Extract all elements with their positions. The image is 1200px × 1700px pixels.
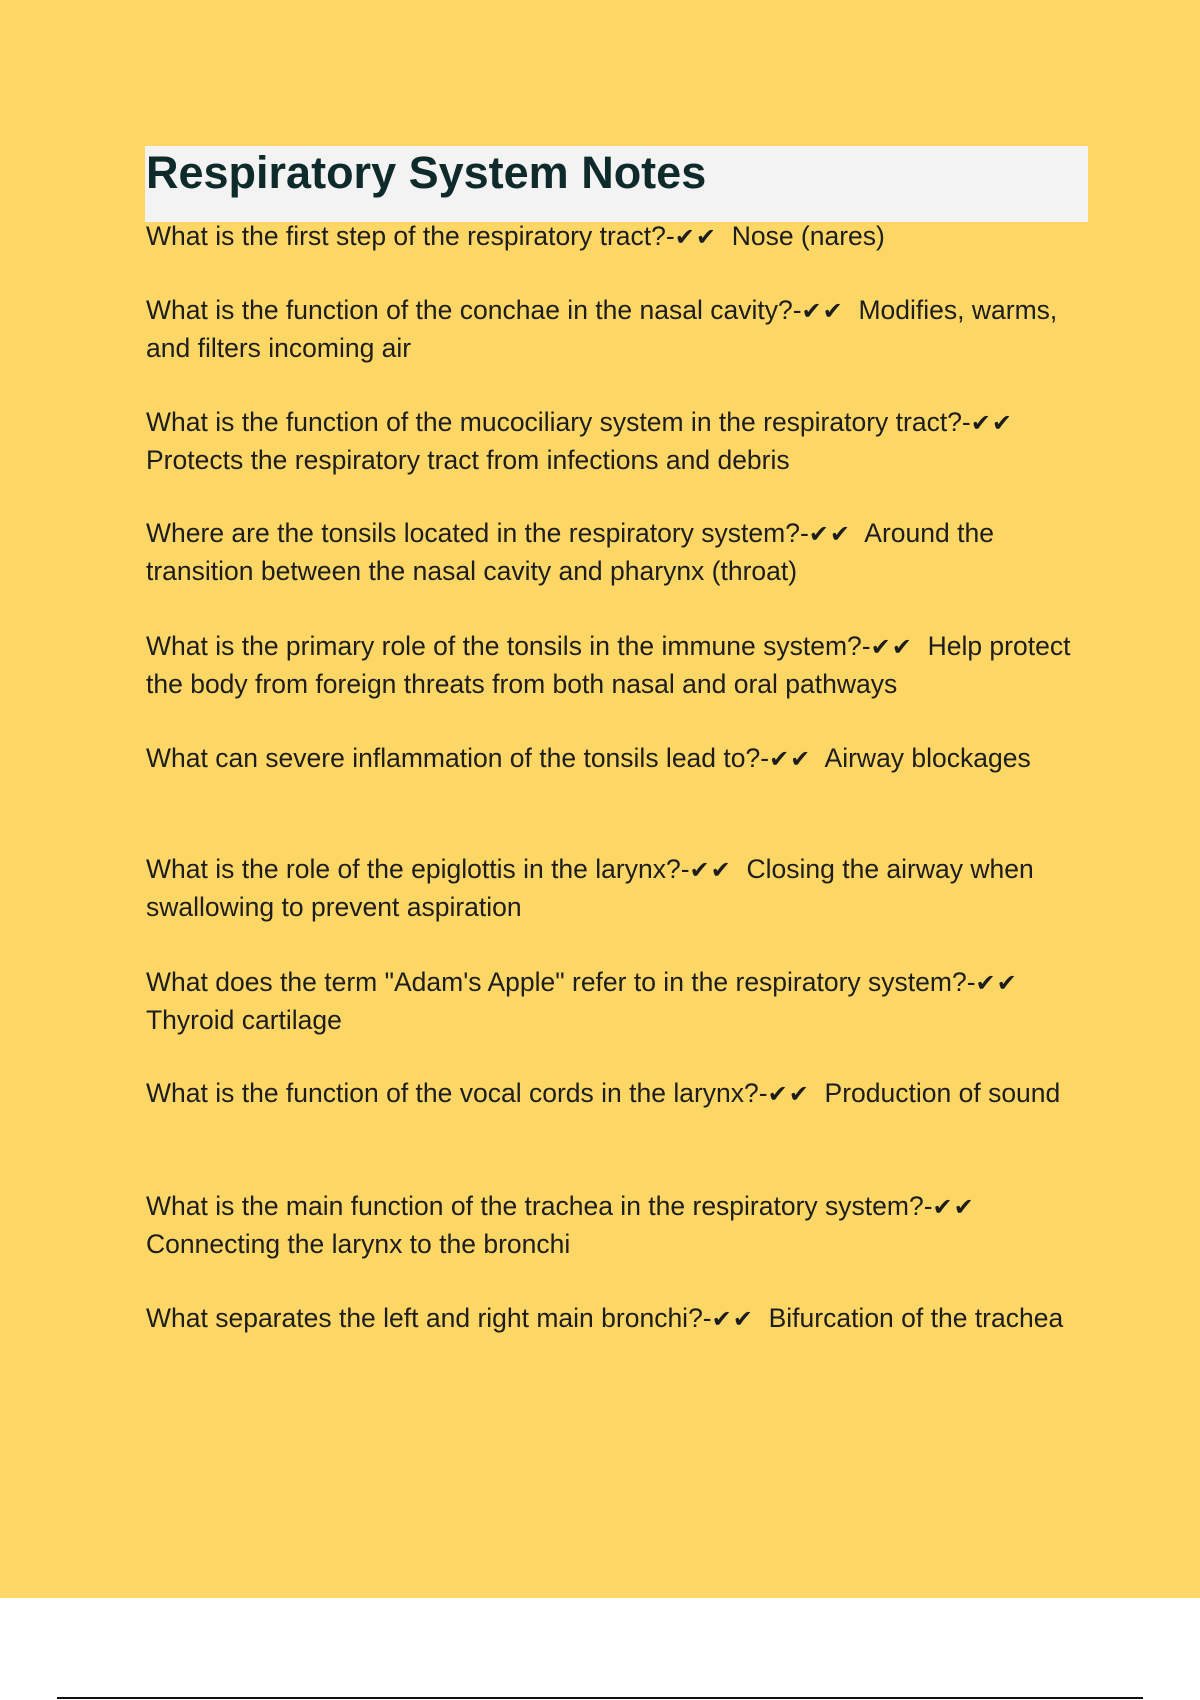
answer-text: Nose (nares) (731, 221, 885, 251)
checkmark-icon: ✔✔ (689, 856, 732, 884)
qa-item (146, 851, 1096, 926)
qa-item (146, 1300, 1096, 1338)
question-text: Where are the tonsils located in the respiratory system?- (146, 518, 809, 548)
qa-item (146, 628, 1096, 703)
qa-item (146, 964, 1096, 1039)
answer-text: Connecting the larynx to the bronchi (146, 1229, 571, 1259)
question-text: What separates the left and right main bronchi?- (146, 1303, 712, 1333)
question-text: What is the primary role of the tonsils in the immune system?- (146, 631, 871, 661)
qa-item (146, 292, 1096, 367)
question-text: What is the first step of the respiratory tract?- (146, 221, 675, 251)
qa-item (146, 515, 1096, 590)
answer-text: Production of sound (824, 1078, 1061, 1108)
answer-text: Bifurcation of the trachea (768, 1303, 1064, 1333)
qa-item (146, 1075, 1096, 1113)
answer-text: Protects the respiratory tract from infections and debris (146, 445, 790, 475)
qa-item (146, 1188, 1096, 1263)
question-text: What does the term "Adam's Apple" refer to in the respiratory system?- (146, 967, 976, 997)
checkmark-icon: ✔✔ (932, 1193, 975, 1221)
question-text: What is the role of the epiglottis in the larynx?- (146, 854, 690, 884)
answer-text: Thyroid cartilage (146, 1005, 342, 1035)
answer-text: Closing the airway when swallowing to prevent aspiration (146, 854, 1034, 922)
qa-item (146, 740, 1096, 778)
answer-text: Modifies, warms, and filters incoming air (146, 295, 1058, 363)
answer-text: Around the transition between the nasal cavity and pharynx (throat) (146, 518, 994, 586)
checkmark-icon: ✔✔ (970, 409, 1013, 437)
checkmark-icon: ✔✔ (801, 297, 844, 325)
answer-text: Airway blockages (824, 743, 1031, 773)
checkmark-icon: ✔✔ (674, 223, 717, 251)
qa-item (146, 404, 1096, 479)
question-text: What is the function of the vocal cords in the larynx?- (146, 1078, 768, 1108)
checkmark-icon: ✔✔ (767, 1080, 810, 1108)
page-title: Respiratory System Notes (146, 147, 707, 198)
checkmark-icon: ✔✔ (975, 969, 1018, 997)
answer-text: Help protect the body from foreign threats from both nasal and oral pathways (146, 631, 1071, 699)
question-text: What is the function of the conchae in the nasal cavity?- (146, 295, 802, 325)
checkmark-icon: ✔✔ (769, 745, 812, 773)
question-text: What is the function of the mucociliary system in the respiratory tract?- (146, 407, 971, 437)
checkmark-icon: ✔✔ (711, 1305, 754, 1333)
checkmark-icon: ✔✔ (808, 520, 852, 548)
qa-item (146, 218, 1096, 256)
footer-divider (57, 1697, 1143, 1699)
question-text: What is the main function of the trachea in the respiratory system?- (146, 1191, 933, 1221)
question-text: What can severe inflammation of the tonsils lead to?- (146, 743, 770, 773)
checkmark-icon: ✔✔ (870, 633, 913, 661)
